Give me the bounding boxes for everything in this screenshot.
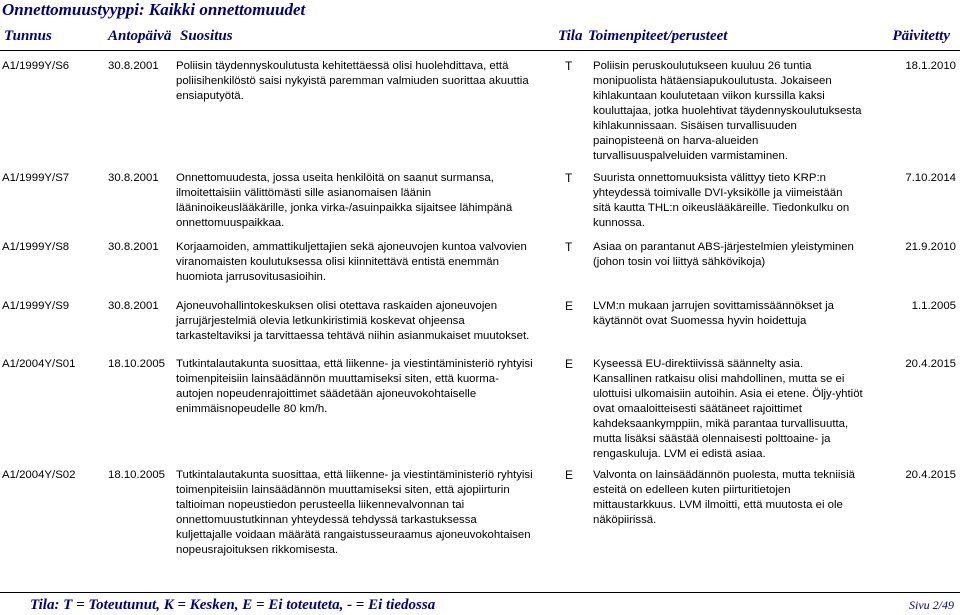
row-recommendation: Tutkintalautakunta suosittaa, että liikenne- ja viestintäministeriö ryhtyisi toimenpiteisiin lainsäädännön muuttamiseksi siten, että kuorma-autojen nopeudenrajoittimet säädetään ajoneuvokohtaiselle enimmäisnopeudelle 80 km/h. xyxy=(176,358,533,415)
row-date: 30.8.2001 xyxy=(108,300,159,312)
row-status: E xyxy=(565,299,574,313)
header-id: Tunnus xyxy=(4,28,52,44)
row-recommendation: Korjaamoiden, ammattikuljettajien sekä ajoneuvojen kuntoa valvovien viranomaisten koulutuksessa olisi kiinnitettävä entistä enemmän huomiota jarrusovitusasioihin. xyxy=(176,241,527,283)
row-status: T xyxy=(565,59,573,73)
row-updated: 21.9.2010 xyxy=(905,241,956,253)
header-date: Antopäivä xyxy=(108,28,172,44)
row-id: A1/2004Y/S01 xyxy=(2,358,76,370)
row-action: Suurista onnettomuuksista välittyy tieto KRP:n yhteydessä toimivalle DVI-yksikölle ja viimeistään sitä kautta THL:n oikeuslääkäreille. Tiedonkulku on kunnossa. xyxy=(593,172,850,229)
row-recommendation: Onnettomuudesta, jossa useita henkilöitä on saanut surmansa, ilmoitettaisiin välittömästi sille asianomaisen läänin lääninoikeuslääkärille, jonka virka-/asuinpaikka sijaitsee lähimpänä onnettomuuspaikkaa. xyxy=(176,172,513,229)
row-status: T xyxy=(565,171,573,185)
row-id: A1/1999Y/S6 xyxy=(2,60,70,72)
row-action: Asiaa on parantanut ABS-järjestelmien yleistyminen (johon tosin voi liittyä sähkövikoja) xyxy=(593,241,854,268)
header-recommendation: Suositus xyxy=(180,28,233,44)
row-status: T xyxy=(565,240,573,254)
row-action: Valvonta on lainsäädännön puolesta, mutta tekniisiä esteitä on edelleen kuten piirturitietojen mittaustarkkuus. LVM ilmoitti, että muutosta ei ole näköpiirissä. xyxy=(593,469,855,526)
row-date: 30.8.2001 xyxy=(108,60,159,72)
row-date: 30.8.2001 xyxy=(108,172,159,184)
header-status: Tila xyxy=(558,28,583,44)
row-updated: 7.10.2014 xyxy=(905,172,956,184)
row-date: 18.10.2005 xyxy=(108,469,166,481)
row-id: A1/1999Y/S8 xyxy=(2,241,70,253)
row-id: A1/1999Y/S7 xyxy=(2,172,70,184)
header-action: Toimenpiteet/perusteet xyxy=(588,28,728,44)
row-action: Kyseessä EU-direktiivissä säännelty asia. Kansallinen ratkaisu olisi mahdollinen, mutta se ei ulottuisi ulkomaisiin autoihin. Asia ei etene. Öljy-yhtiöt ovat omaaloitteisesti säätäneet rajoittimet kahdeksaankymppiin, mikä parantaa turvallisuutta, mutta lisäksi säästää olennaisesti polttoaine- ja rengaskuluja. LVM ei edistä asiaa. xyxy=(593,358,863,460)
row-action: LVM:n mukaan jarrujen sovittamissäännökset ja käytännöt ovat Suomessa hyvin hoidettuja xyxy=(593,300,835,327)
page-number: Sivu 2/49 xyxy=(909,598,954,612)
page-title: Onnettomuustyyppi: Kaikki onnettomuudet xyxy=(2,0,306,19)
status-legend: Tila: T = Toteutunut, K = Kesken, E = Ei toteuteta, - = Ei tiedossa xyxy=(30,597,436,613)
row-action: Poliisin peruskoulutukseen kuuluu 26 tuntia monipuolista hätäensiapukoulutusta. Jokaiseen kihlakuntaan koulutetaan viikon kurssilla kaksi kouluttajaa, jotka huolehtivat täydennyskoulutuksesta kihlakunnissaan. Sisäisen turvallisuuden painopisteenä on harva-alueiden turvallisuuspalveluiden varmistaminen. xyxy=(593,60,862,162)
row-recommendation: Ajoneuvohallintokeskuksen olisi otettava raskaiden ajoneuvojen jarrujärjestelmiä olevia letkunkiristimiä koskevat ohjeensa tarkasteltaviksi ja tarvittaessa tehtävä niihin asianmukaiset muutokset. xyxy=(176,300,530,342)
header-updated: Päivitetty xyxy=(892,28,950,44)
row-updated: 18.1.2010 xyxy=(905,60,956,72)
row-updated: 20.4.2015 xyxy=(905,469,956,481)
table-header xyxy=(0,26,960,48)
row-status: E xyxy=(565,357,574,371)
row-id: A1/2004Y/S02 xyxy=(2,469,76,481)
footer-divider xyxy=(0,592,960,593)
row-date: 18.10.2005 xyxy=(108,358,166,370)
row-updated: 20.4.2015 xyxy=(905,358,956,370)
header-divider xyxy=(0,50,960,51)
row-recommendation: Poliisin täydennyskoulutusta kehitettäessä olisi huolehdittava, että poliisihenkilöstö saisi nykyistä paremman valmiuden suorittaa akuuttia ensiaputyötä. xyxy=(176,60,529,102)
row-updated: 1.1.2005 xyxy=(911,300,956,312)
row-id: A1/1999Y/S9 xyxy=(2,300,70,312)
row-status: E xyxy=(565,468,574,482)
row-recommendation: Tutkintalautakunta suosittaa, että liikenne- ja viestintäministeriö ryhtyisi toimenpiteisiin lainsäädännön muuttamiseksi siten, että ajopiirturin taltioiman nopeustiedon perusteella liikennevalvonnan tai onnettomuustutkinnan yhteydessä tehdyssä tarkastuksessa kuljettajalle voidaan määrätä rangaistusseuraamus ajoneuvokohtaisen nopeusrajoituksen rikkomisesta. xyxy=(176,469,533,556)
row-date: 30.8.2001 xyxy=(108,241,159,253)
